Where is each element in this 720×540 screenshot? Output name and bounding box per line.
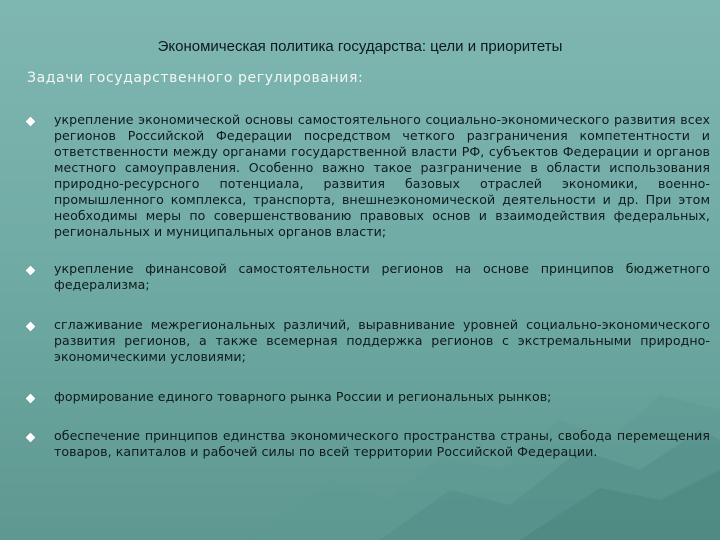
diamond-bullet-icon bbox=[26, 394, 36, 404]
slide-title: Экономическая политика государства: цели и приоритеты bbox=[157, 38, 563, 55]
task-list bbox=[25, 112, 710, 460]
list-item bbox=[25, 389, 710, 405]
list-item bbox=[25, 317, 710, 365]
subtitle: Задачи государственного регулирования: bbox=[27, 70, 364, 86]
list-item bbox=[25, 428, 710, 460]
diamond-bullet-icon bbox=[26, 322, 36, 332]
diamond-bullet-icon bbox=[26, 266, 36, 276]
list-item bbox=[25, 261, 710, 293]
list-item-text: обеспечение принципов единства экономического пространства страны, свобода перемещения товаров, капиталов и рабочей силы по всей территории Российской Федерации. bbox=[54, 428, 710, 459]
list-item bbox=[25, 112, 710, 240]
diamond-bullet-icon bbox=[26, 117, 36, 127]
list-item-text: укрепление экономической основы самостоятельного социально-экономического развития всех регионов Российской Федерации посредством четкого разграничения компетентности и ответственности между органами государственной власти РФ, субъектов Федерации и органов местного самоуправления. Особенно важно такое разграничение в области использования природно-ресурсного потенциала, развития базовых отраслей экономики, военно-промышленного комплекса, транспорта, внешнеэкономической деятельности и др. При этом необходимы меры по совершенствованию правовых основ и взаимодействия федеральных, региональных и муниципальных органов власти; bbox=[54, 112, 710, 239]
list-item-text: формирование единого товарного рынка России и региональных рынков; bbox=[54, 389, 552, 404]
list-item-text: сглаживание межрегиональных различий, выравнивание уровней социально-экономического развития регионов, а также всемерная поддержка регионов с экстремальными природно-экономическими условиями; bbox=[54, 317, 710, 364]
list-item-text: укрепление финансовой самостоятельности регионов на основе принципов бюджетного федерализма; bbox=[54, 261, 710, 292]
diamond-bullet-icon bbox=[26, 433, 36, 443]
